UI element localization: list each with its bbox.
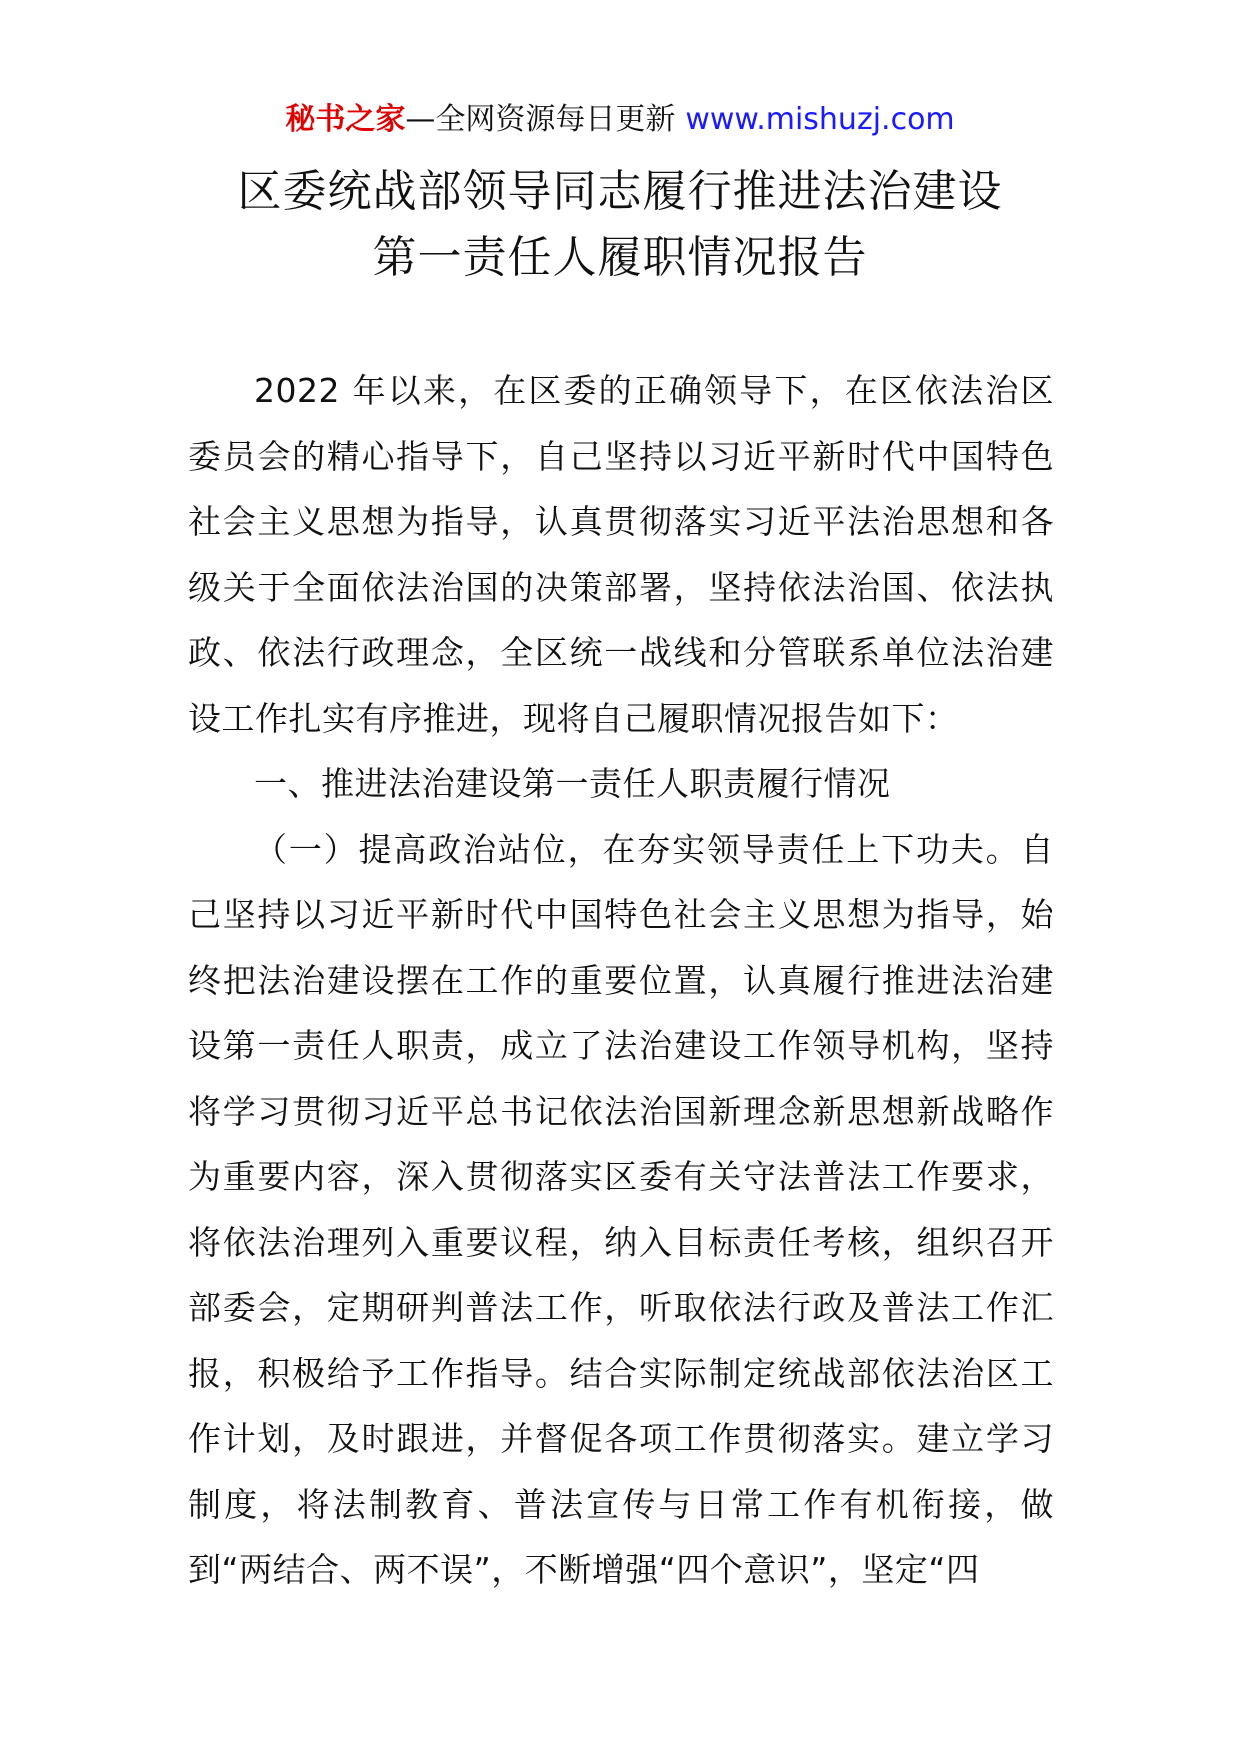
site-header <box>0 100 1240 140</box>
section-heading: 一、推进法治建设第一责任人职责履行情况 <box>254 764 891 803</box>
header-tagline: —全网资源每日更新 <box>405 102 676 137</box>
brand-name: 秘书之家 <box>285 102 406 137</box>
header-url[interactable]: www.mishuzj.com <box>685 102 955 137</box>
document-title-line-2: 第一责任人履职情况报告 <box>372 232 868 283</box>
body-paragraph: （一）提高政治站位，在夯实领导责任上下功夫。自己坚持以习近平新时代中国特色社会主义思想为指导，始终把法治建设摆在工作的重要位置，认真履行推进法治建设第一责任人职责，成立了法治建设工作领导机构，坚持将学习贯彻习近平总书记依法治国新理念新思想新战略作为重要内容，深入贯彻落实区委有关守法普法工作要求，将依法治理列入重要议程，纳入目标责任考核，组织召开部委会，定期研判普法工作，听取依法行政及普法工作汇报，积极给予工作指导。结合实际制定统战部依法治区工作计划，及时跟进，并督促各项工作贯彻落实。建立学习制度，将法制教育、普法宣传与日常工作有机衔接，做到“两结合、两不误”，不断增强“四个意识”，坚定“四 <box>188 829 1054 1589</box>
intro-paragraph: 2022 年以来，在区委的正确领导下，在区依法治区委员会的精心指导下，自己坚持以习近平新时代中国特色社会主义思想为指导，认真贯彻落实习近平法治思想和各级关于全面依法治国的决策部署，坚持依法治国、依法执政、依法行政理念，全区统一战线和分管联系单位法治建设工作扎实有序推进，现将自己履职情况报告如下： <box>188 371 1054 738</box>
document-body <box>188 358 1054 1603</box>
document-title-line-1: 区委统战部领导同志履行推进法治建设 <box>237 166 1003 217</box>
